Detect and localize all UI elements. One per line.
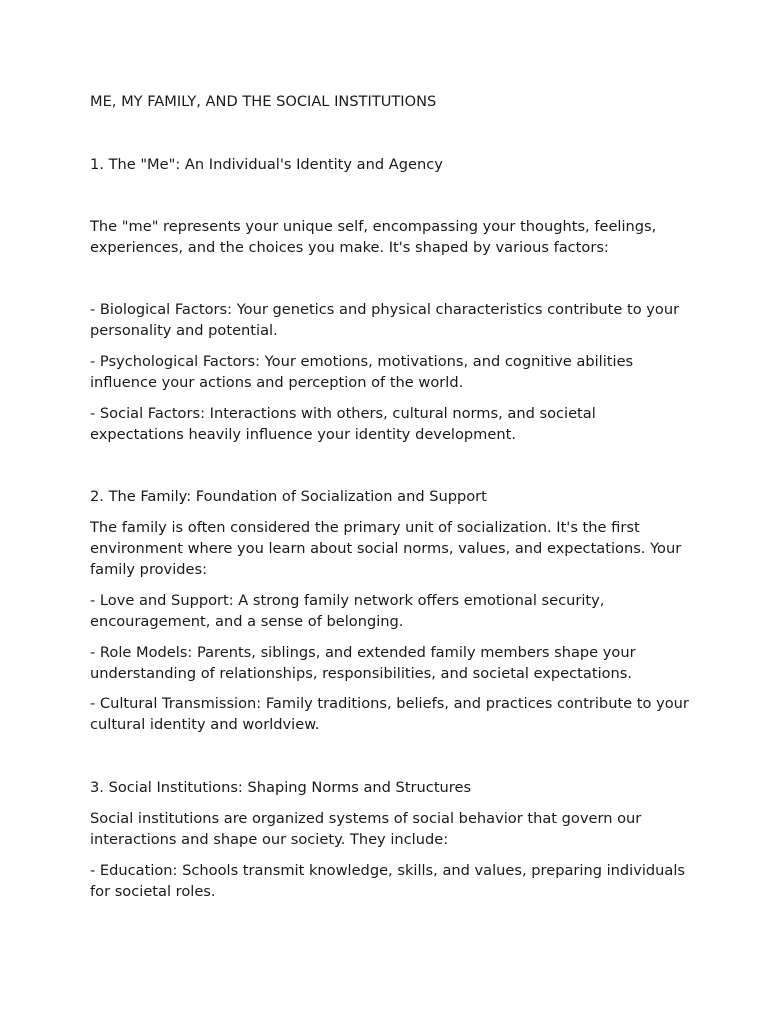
- section-1-item-biological: - Biological Factors: Your genetics and physical characteristics contribute to your personality and potential.: [90, 301, 680, 339]
- section-3-intro: Social institutions are organized systems of social behavior that govern our interactions and shape our society. They include:: [90, 810, 642, 848]
- section-2-intro: The family is often considered the primary unit of socialization. It's the first environment where you learn about social norms, values, and expectations. Your family provides:: [90, 519, 682, 578]
- section-1-intro: The "me" represents your unique self, encompassing your thoughts, feelings, experiences, and the choices you make. It's shaped by various factors:: [90, 218, 657, 256]
- document-title: ME, MY FAMILY, AND THE SOCIAL INSTITUTIONS: [90, 93, 437, 110]
- section-2-heading: 2. The Family: Foundation of Socialization and Support: [90, 488, 487, 505]
- section-2-item-cultural: - Cultural Transmission: Family traditions, beliefs, and practices contribute to your cultural identity and worldview.: [90, 695, 689, 733]
- section-1-heading: 1. The "Me": An Individual's Identity and Agency: [90, 156, 443, 173]
- section-3-item-education: - Education: Schools transmit knowledge, skills, and values, preparing individuals for societal roles.: [90, 862, 686, 900]
- section-2-item-love: - Love and Support: A strong family network offers emotional security, encouragement, and a sense of belonging.: [90, 592, 605, 630]
- section-1-item-social: - Social Factors: Interactions with others, cultural norms, and societal expectations heavily influence your identity development.: [90, 405, 596, 443]
- section-2-item-role-models: - Role Models: Parents, siblings, and extended family members shape your understanding of relationships, responsibilities, and societal expectations.: [90, 644, 636, 682]
- section-1-item-psychological: - Psychological Factors: Your emotions, motivations, and cognitive abilities influence your actions and perception of the world.: [90, 353, 634, 391]
- section-3-heading: 3. Social Institutions: Shaping Norms and Structures: [90, 779, 472, 796]
